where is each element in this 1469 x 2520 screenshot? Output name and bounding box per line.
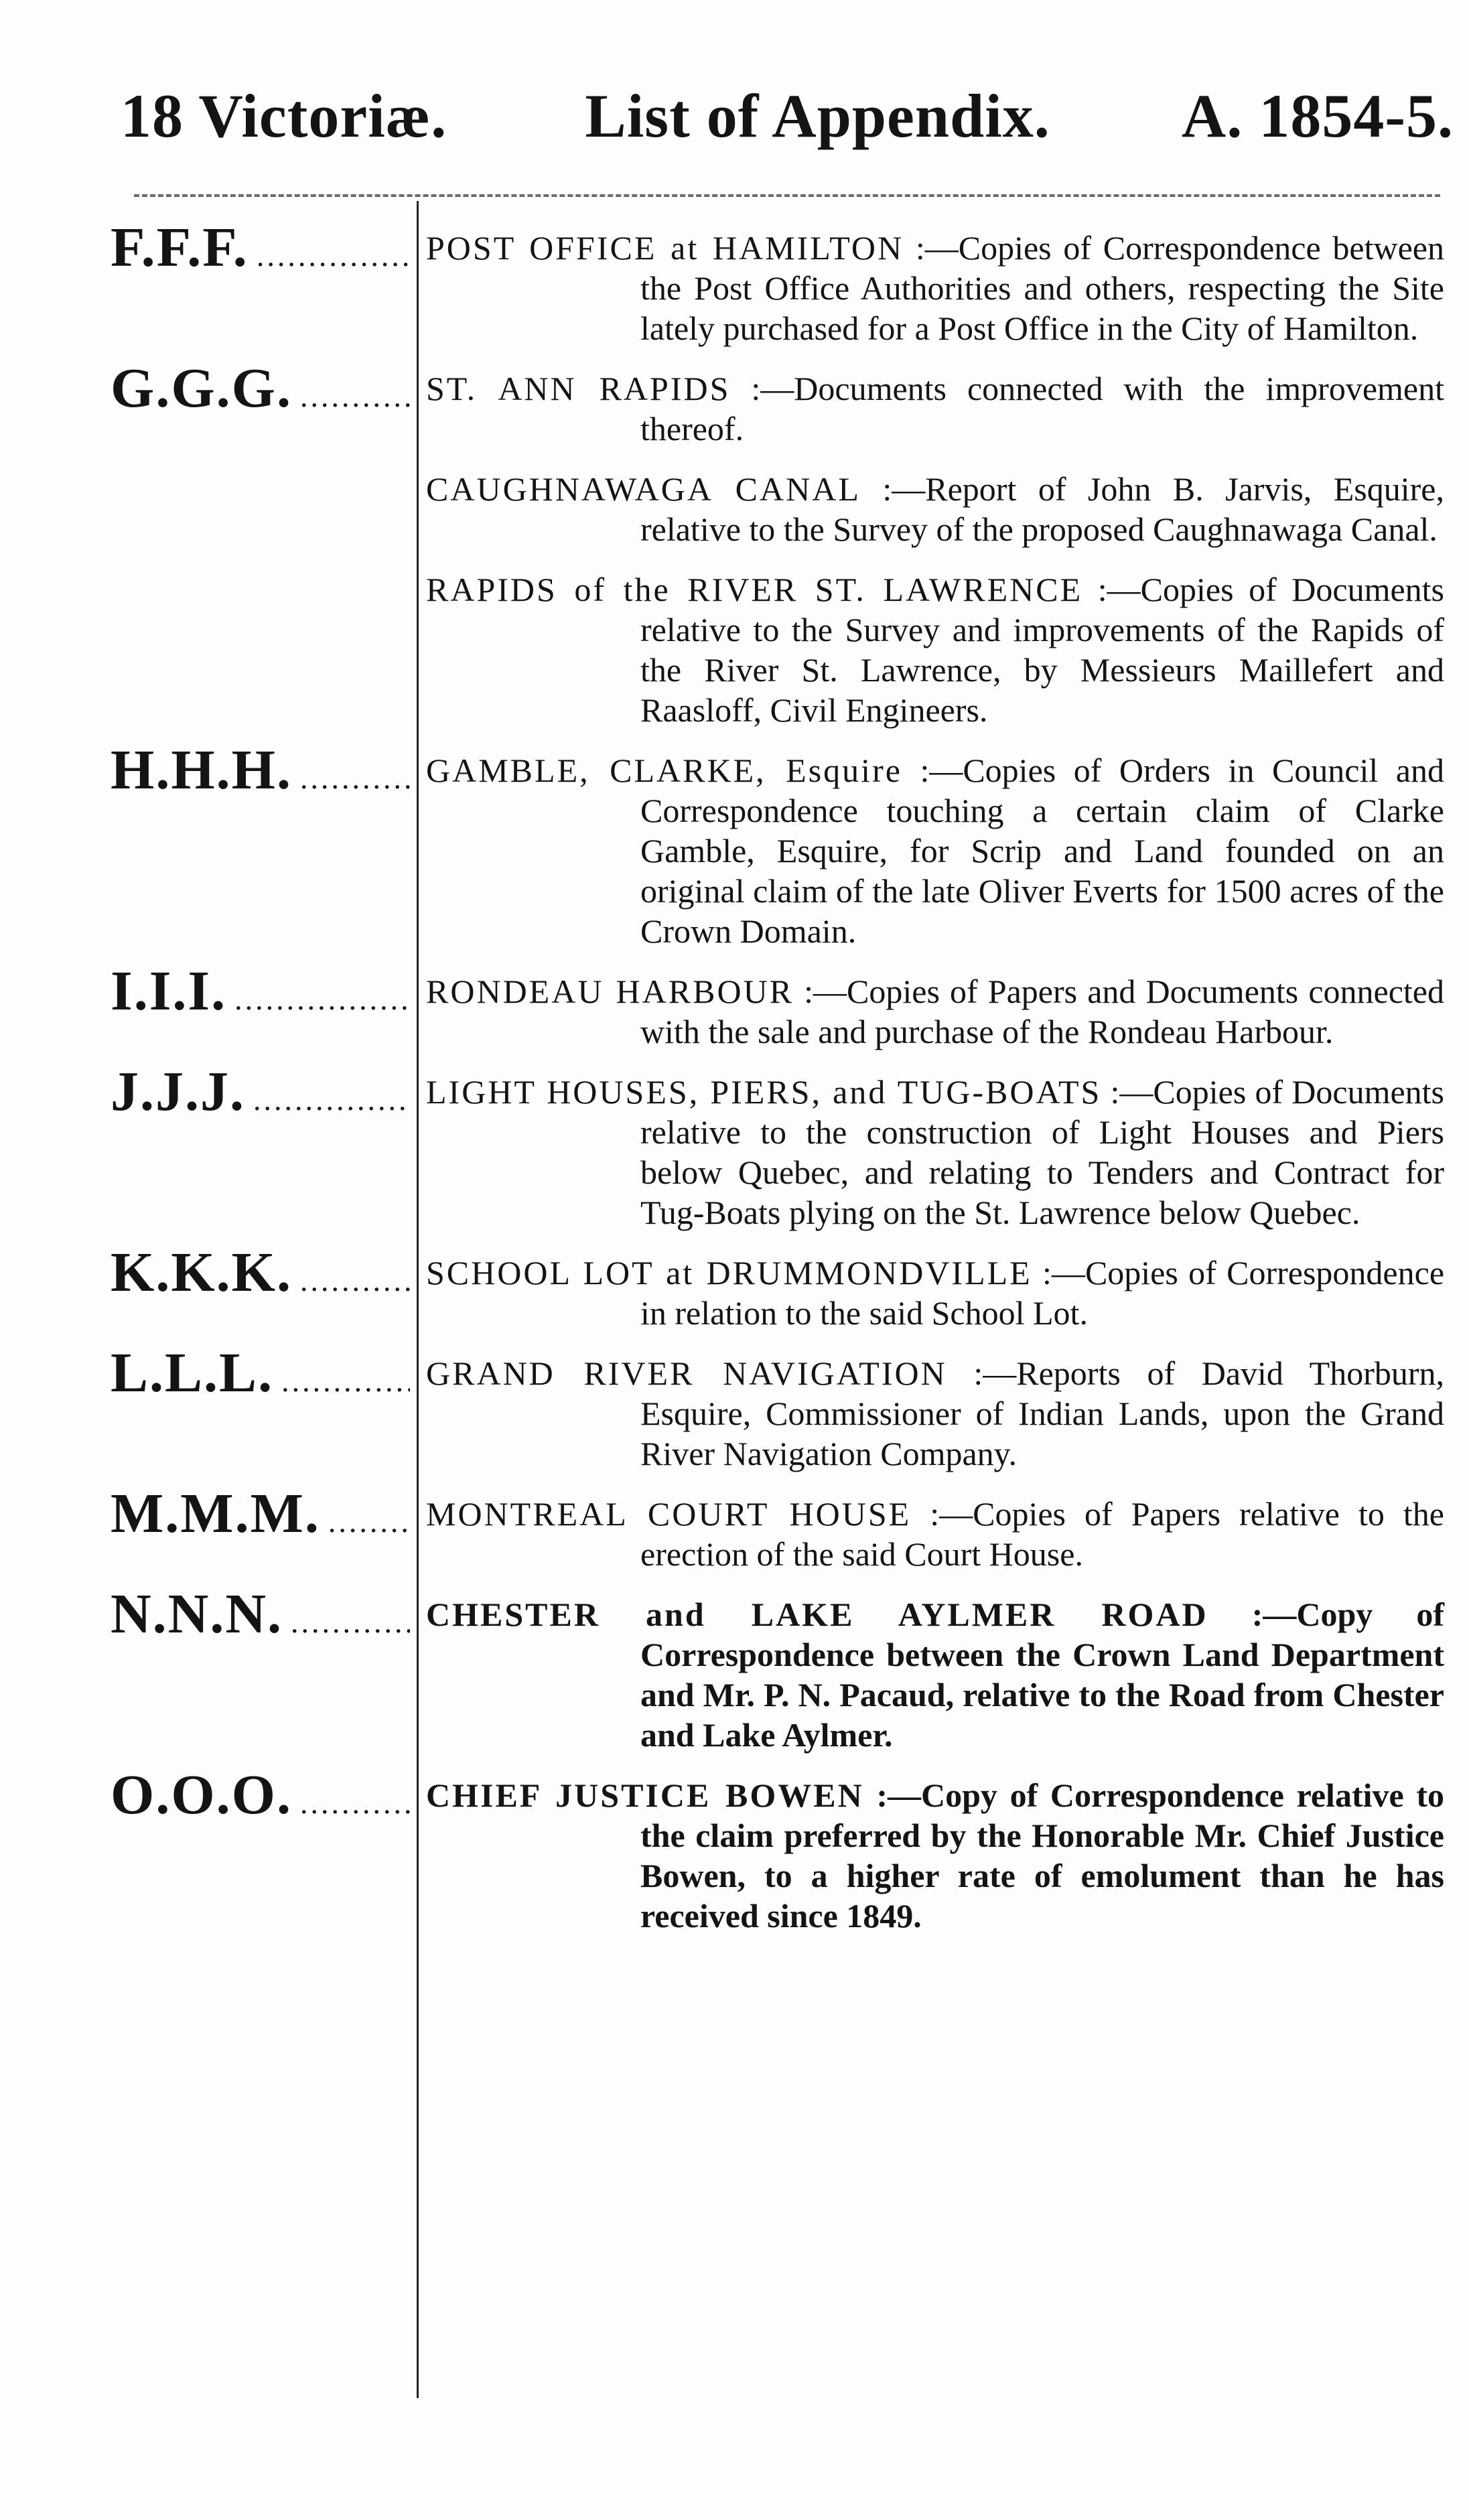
entry-item — [426, 1775, 1444, 1936]
appendix-entry — [0, 750, 1469, 971]
appendix-code: M.M.M. — [111, 1494, 320, 1545]
entry-heading: CHESTER and LAKE AYLMER ROAD — [426, 1596, 1208, 1633]
header-session: 18 Victoriæ. — [121, 82, 447, 150]
entry-heading: RONDEAU HARBOUR — [426, 973, 794, 1010]
entry-heading: MONTREAL COURT HOUSE — [426, 1495, 912, 1533]
entry-item — [426, 750, 1444, 951]
entry-item — [426, 228, 1444, 348]
appendix-code: J.J.J. — [111, 1072, 245, 1123]
entry-body — [417, 1353, 1444, 1494]
entry-item — [426, 1353, 1444, 1474]
appendix-entry — [0, 1594, 1469, 1775]
entry-item — [426, 1594, 1444, 1755]
entry-label — [0, 1072, 417, 1253]
entry-heading: GAMBLE, CLARKE, Esquire — [426, 752, 902, 789]
entry-text: :—Copy of Correspondence relative to the claim preferred by the Honorable Mr. Chief Justice Bowen, to a higher rate of emolument than he has received since 1849. — [640, 1776, 1444, 1935]
dot-leader — [300, 376, 410, 417]
appendix-code: G.G.G. — [111, 368, 293, 419]
entry-text: :—Copies of Documents relative to the Survey and improvements of the Rapids of the River St. Lawrence, by Messieurs Maillefert and Raasloff, Civil Engineers. — [640, 571, 1445, 729]
entry-text: :—Copies of Documents relative to the construction of Light Houses and Piers below Quebec, and relating to Tenders and Contract for Tug-Boats plying on the St. Lawrence below Quebec. — [640, 1073, 1445, 1231]
entry-heading: POST OFFICE at HAMILTON — [426, 229, 904, 267]
dot-leader — [300, 1261, 410, 1301]
header-title: List of Appendix. — [585, 82, 1050, 150]
entry-body — [417, 1253, 1444, 1353]
entry-text: :—Copies of Papers relative to the erection of the said Court House. — [640, 1495, 1444, 1573]
entry-text: :—Copies of Orders in Council and Correspondence touching a certain claim of Clarke Gamble, Esquire, for Scrip and Land founded on an original claim of the late Oliver Everts for 1500 acres of the Crown Domain. — [640, 752, 1444, 950]
entry-label — [0, 1494, 417, 1594]
entry-body — [417, 971, 1444, 1072]
dot-leader — [257, 236, 410, 276]
dot-leader — [300, 1783, 410, 1823]
appendix-code: O.O.O. — [111, 1775, 293, 1826]
entry-text: :—Copies of Correspondence in relation to the said School Lot. — [640, 1254, 1445, 1332]
appendix-entry — [0, 1494, 1469, 1594]
entry-text: :—Report of John B. Jarvis, Esquire, relative to the Survey of the proposed Caughnawaga Canal. — [640, 470, 1445, 548]
entry-label — [0, 750, 417, 971]
appendix-entry — [0, 971, 1469, 1072]
appendix-code: K.K.K. — [111, 1253, 293, 1304]
appendix-entry — [0, 368, 1469, 750]
entry-item — [426, 1253, 1444, 1333]
entry-body — [417, 750, 1444, 971]
appendix-entry — [0, 1253, 1469, 1353]
entry-label — [0, 368, 417, 750]
entry-text: :—Documents connected with the improvement thereof. — [640, 370, 1444, 447]
entry-body — [417, 1072, 1444, 1253]
appendix-code: N.N.N. — [111, 1594, 283, 1645]
appendix-entry — [0, 228, 1469, 368]
appendix-entry — [0, 1775, 1469, 1956]
entry-heading: SCHOOL LOT at DRUMMONDVILLE — [426, 1254, 1032, 1291]
dot-leader — [300, 758, 410, 798]
entry-heading: CAUGHNAWAGA CANAL — [426, 470, 861, 508]
entry-item — [426, 368, 1444, 449]
entry-item — [426, 1494, 1444, 1574]
dot-leader — [234, 979, 410, 1020]
entry-heading: RAPIDS of the RIVER ST. LAWRENCE — [426, 571, 1083, 608]
entry-label — [0, 971, 417, 1072]
entry-text: :—Copy of Correspondence between the Crown Land Department and Mr. P. N. Pacaud, relative to the Road from Chester and Lake Aylmer. — [640, 1596, 1445, 1754]
entry-heading: LIGHT HOUSES, PIERS, and TUG-BOATS — [426, 1073, 1102, 1111]
header-year: A. 1854-5. — [1181, 82, 1454, 150]
entry-item — [426, 469, 1444, 549]
entry-label — [0, 1353, 417, 1494]
header-rule — [134, 194, 1440, 197]
entry-label — [0, 1253, 417, 1353]
dot-leader — [291, 1602, 410, 1642]
entry-text: :—Copies of Correspondence between the Post Office Authorities and others, respecting the Site lately purchased for a Post Office in the City of Hamilton. — [640, 229, 1444, 347]
appendix-code: L.L.L. — [111, 1353, 274, 1404]
entry-body — [417, 368, 1444, 750]
appendix-code: F.F.F. — [111, 228, 249, 279]
entry-label — [0, 1775, 417, 1956]
entry-body — [417, 1775, 1444, 1956]
entry-body — [417, 1594, 1444, 1775]
appendix-entry — [0, 1072, 1469, 1253]
entry-heading: GRAND RIVER NAVIGATION — [426, 1354, 947, 1392]
appendix-list — [0, 228, 1469, 1956]
dot-leader — [253, 1080, 410, 1120]
entry-heading: ST. ANN RAPIDS — [426, 370, 731, 407]
entry-item — [426, 1072, 1444, 1233]
appendix-entry — [0, 1353, 1469, 1494]
entry-heading: CHIEF JUSTICE BOWEN — [426, 1776, 864, 1814]
entry-text: :—Copies of Papers and Documents connected with the sale and purchase of the Rondeau Harbour. — [640, 973, 1444, 1050]
dot-leader — [328, 1502, 410, 1542]
appendix-code: H.H.H. — [111, 750, 293, 801]
dot-leader — [281, 1361, 410, 1401]
appendix-code: I.I.I. — [111, 971, 227, 1022]
entry-text: :—Reports of David Thorburn, Esquire, Commissioner of Indian Lands, upon the Grand River Navigation Company. — [640, 1354, 1445, 1472]
entry-label — [0, 228, 417, 368]
entry-item — [426, 569, 1444, 730]
entry-item — [426, 971, 1444, 1052]
entry-label — [0, 1594, 417, 1775]
page-header — [121, 80, 1454, 167]
entry-body — [417, 1494, 1444, 1594]
entry-body — [417, 228, 1444, 368]
